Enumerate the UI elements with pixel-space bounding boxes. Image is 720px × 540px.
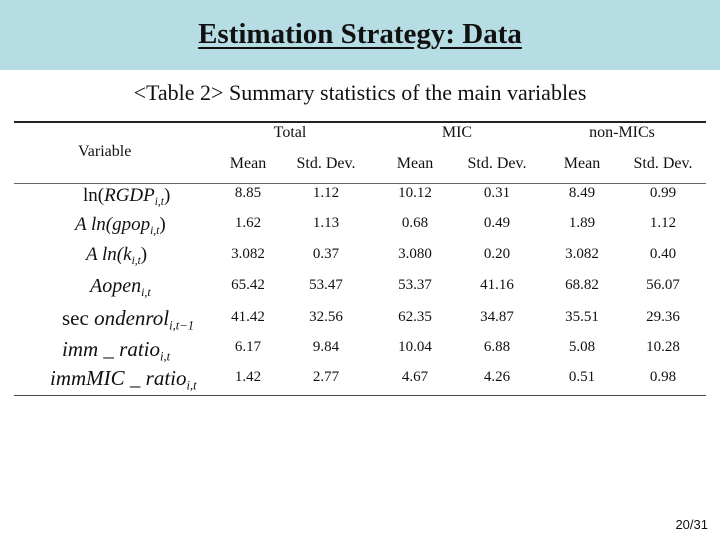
table-cell: 1.12 bbox=[312, 185, 340, 201]
variable-column-header: Variable bbox=[78, 143, 132, 160]
table-cell: 5.08 bbox=[568, 339, 596, 355]
table-header-rule bbox=[14, 183, 706, 184]
table-cell: 3.080 bbox=[398, 246, 432, 262]
table-cell: 0.20 bbox=[483, 246, 511, 262]
table-cell: 4.26 bbox=[483, 369, 511, 385]
table-cell: 6.88 bbox=[483, 339, 511, 355]
table-cell: 62.35 bbox=[398, 309, 432, 325]
table-cell: 41.42 bbox=[231, 309, 265, 325]
table-cell: 9.84 bbox=[312, 339, 340, 355]
column-subheader: Mean bbox=[563, 155, 601, 172]
variable-imm-ratio: imm _ ratio$_{i,t}$ bbox=[62, 337, 171, 364]
table-cell: 65.42 bbox=[231, 277, 265, 293]
variable-ln-gpop: A ln(gpop$_{i,t}$) bbox=[75, 214, 166, 237]
column-subheader: Std. Dev. bbox=[467, 155, 527, 172]
slide-title: Estimation Strategy: Data bbox=[198, 18, 522, 50]
table-cell: 35.51 bbox=[565, 309, 599, 325]
table-cell: 0.37 bbox=[312, 246, 340, 262]
table-cell: 0.51 bbox=[568, 369, 596, 385]
group-header: Total bbox=[273, 124, 307, 141]
variable-ln-rgdp: $\ln(RGDP_{i,t})$ bbox=[83, 185, 171, 208]
table-cell: 8.49 bbox=[568, 185, 596, 201]
table-cell: 6.17 bbox=[234, 339, 262, 355]
table-cell: 1.12 bbox=[649, 215, 677, 231]
variable-aopen: Aopen$_{i,t}$ bbox=[90, 275, 151, 300]
table-cell: 10.12 bbox=[398, 185, 432, 201]
group-header: MIC bbox=[441, 124, 473, 141]
page-number: 20/31 bbox=[675, 517, 708, 532]
table-cell: 4.67 bbox=[401, 369, 429, 385]
variable-ln-k: A $\ln(k_{i,t})$ bbox=[86, 244, 148, 267]
table-cell: 10.28 bbox=[646, 339, 680, 355]
table-cell: 8.85 bbox=[234, 185, 262, 201]
table-cell: 0.68 bbox=[401, 215, 429, 231]
table-cell: 53.37 bbox=[398, 277, 432, 293]
group-header: non-MICs bbox=[589, 124, 655, 141]
table-cell: 0.31 bbox=[483, 185, 511, 201]
table-cell: 1.89 bbox=[568, 215, 596, 231]
table-cell: 56.07 bbox=[646, 277, 680, 293]
table-top-rule bbox=[14, 121, 706, 123]
table-cell: 53.47 bbox=[309, 277, 343, 293]
table-cell: 32.56 bbox=[309, 309, 343, 325]
column-subheader: Std. Dev. bbox=[633, 155, 693, 172]
table-cell: 0.49 bbox=[483, 215, 511, 231]
table-cell: 3.082 bbox=[231, 246, 265, 262]
table-cell: 0.98 bbox=[649, 369, 677, 385]
table-cell: 1.13 bbox=[312, 215, 340, 231]
column-subheader: Std. Dev. bbox=[296, 155, 356, 172]
table-cell: 3.082 bbox=[565, 246, 599, 262]
table-cell: 2.77 bbox=[312, 369, 340, 385]
table-cell: 0.99 bbox=[649, 185, 677, 201]
table-cell: 41.16 bbox=[480, 277, 514, 293]
table-cell: 0.40 bbox=[649, 246, 677, 262]
table-cell: 10.04 bbox=[398, 339, 432, 355]
table-cell: 29.36 bbox=[646, 309, 680, 325]
table-cell: 1.62 bbox=[234, 215, 262, 231]
table-cell: 34.87 bbox=[480, 309, 514, 325]
variable-immmic-ratio: immMIC _ ratio$_{i,t}$ bbox=[50, 366, 197, 393]
column-subheader: Mean bbox=[396, 155, 434, 172]
variable-secondenrol: sec ondenrol$_{i,t-1}$ bbox=[62, 306, 195, 333]
table-cell: 1.42 bbox=[234, 369, 262, 385]
table-cell: 68.82 bbox=[565, 277, 599, 293]
table-bottom-rule bbox=[14, 395, 706, 396]
column-subheader: Mean bbox=[229, 155, 267, 172]
table-caption: <Table 2> Summary statistics of the main variables bbox=[133, 80, 587, 105]
